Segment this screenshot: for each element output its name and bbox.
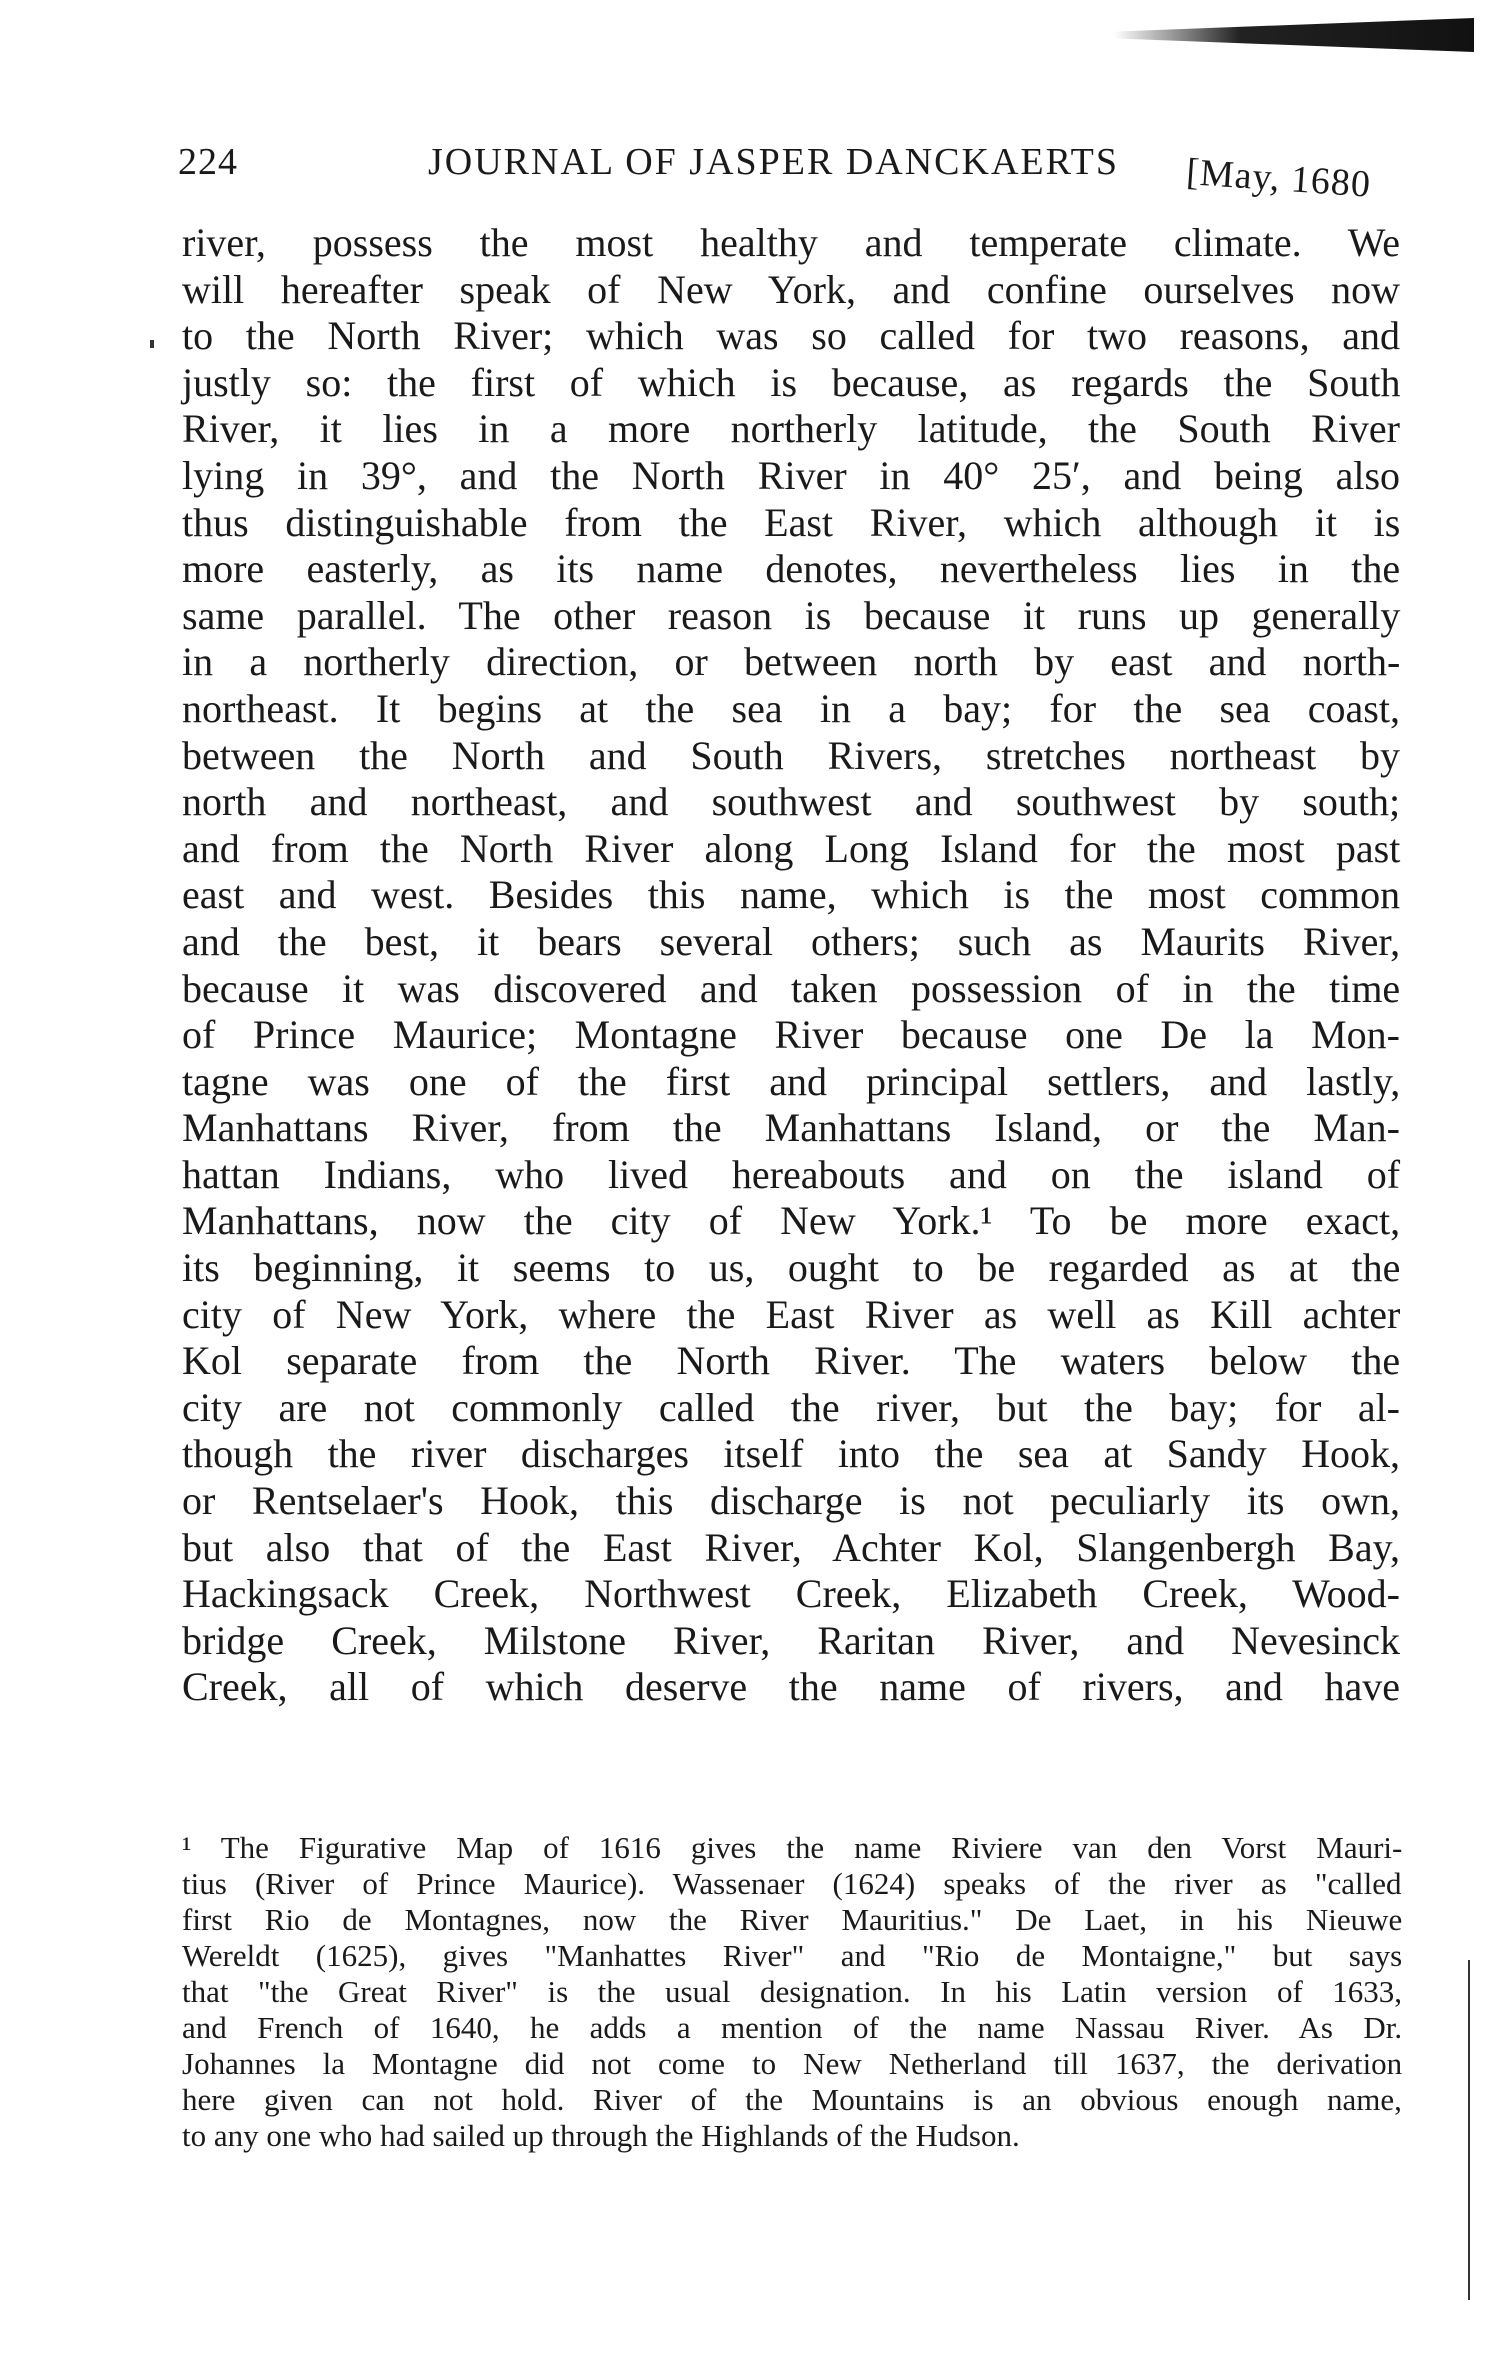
running-date: [May, 1680 [1185,150,1373,206]
footnote-line: first Rio de Montagnes, now the River Mauritius." De Laet, in his Nieuwe [182,1902,1403,1937]
body-line: in a northerly direction, or between north by east and north- [182,639,1401,685]
body-line: to the North River; which was so called for two reasons, and [182,313,1400,359]
body-line: its beginning, it seems to us, ought to be regarded as at the [182,1245,1401,1291]
body-line: Creek, all of which deserve the name of rivers, and have [182,1664,1400,1710]
body-line: northeast. It begins at the sea in a bay; for the sea coast, [182,685,1400,731]
body-line: because it was discovered and taken possession of in the time [182,965,1401,1011]
body-line: same parallel. The other reason is because it runs up generally [182,592,1401,638]
body-line: Manhattans, now the city of New York.¹ To be more exact, [182,1198,1401,1244]
body-line: between the North and South Rivers, stretches northeast by [182,732,1400,778]
body-line: bridge Creek, Milstone River, Raritan River, and Nevesinck [182,1617,1400,1663]
body-line: city of New York, where the East River as well as Kill achter [182,1291,1401,1337]
footnote-line: to any one who had sailed up through the Highlands of the Hudson. [182,2118,1020,2153]
body-line: of Prince Maurice; Montagne River because one De la Mon- [182,1012,1400,1058]
body-line: River, it lies in a more northerly latitude, the South River [182,406,1400,452]
body-line: lying in 39°, and the North River in 40° 25′, and being also [182,452,1401,498]
footnote-line: here given can not hold. River of the Mountains is an obvious enough name, [182,2082,1402,2117]
body-line: Manhattans River, from the Manhattans Island, or the Man- [182,1105,1400,1151]
body-line: Hackingsack Creek, Northwest Creek, Elizabeth Creek, Wood- [182,1571,1400,1617]
footnote-line: ¹ The Figurative Map of 1616 gives the name Riviere van den Vorst Mauri- [182,1830,1403,1865]
running-title: JOURNAL OF JASPER DANCKAERTS [428,141,1120,183]
running-head [178,132,1438,206]
footnote-line: that "the Great River" is the usual designation. In his Latin version of 1633, [182,1974,1403,2009]
body-line: and from the North River along Long Island for the most past [182,825,1401,871]
body-line: north and northeast, and southwest and southwest by south; [182,779,1401,825]
footnotes [182,1830,1402,2154]
body-line: and the best, it bears several others; such as Maurits River, [182,918,1401,964]
body-line: east and west. Besides this name, which is the most common [182,872,1401,918]
margin-tick [150,340,154,348]
body-line: or Rentselaer's Hook, this discharge is not peculiarly its own, [182,1478,1400,1524]
body-line: though the river discharges itself into the sea at Sandy Hook, [182,1431,1400,1477]
body-line: more easterly, as its name denotes, nevertheless lies in the [182,546,1401,592]
footnote-line: Johannes la Montagne did not come to New Netherland till 1637, the derivation [182,2046,1403,2081]
body-line: but also that of the East River, Achter Kol, Slangenbergh Bay, [182,1524,1400,1570]
margin-rule [1468,1960,1470,2300]
footnote-line: and French of 1640, he adds a mention of the name Nassau River. As Dr. [182,2010,1403,2045]
footnote-line: tius (River of Prince Maurice). Wassenaer (1624) speaks of the river as "called [182,1866,1402,1901]
body-line: city are not commonly called the river, but the bay; for al- [182,1384,1400,1430]
body-line: hattan Indians, who lived hereabouts and on the island of [182,1151,1401,1197]
body-line: justly so: the first of which is because, as regards the South [182,359,1401,405]
scan-edge-shadow [1114,18,1474,52]
body-line: will hereafter speak of New York, and confine ourselves now [182,266,1400,312]
body-line: Kol separate from the North River. The waters below the [182,1338,1401,1384]
body-text [182,220,1400,1711]
page-number: 224 [178,141,238,183]
body-line: river, possess the most healthy and temperate climate. We [182,220,1401,265]
body-line: thus distinguishable from the East River, which although it is [182,499,1401,545]
body-line: tagne was one of the first and principal settlers, and lastly, [182,1058,1401,1104]
footnote-line: Wereldt (1625), gives "Manhattes River" and "Rio de Montaigne," but says [182,1938,1403,1973]
